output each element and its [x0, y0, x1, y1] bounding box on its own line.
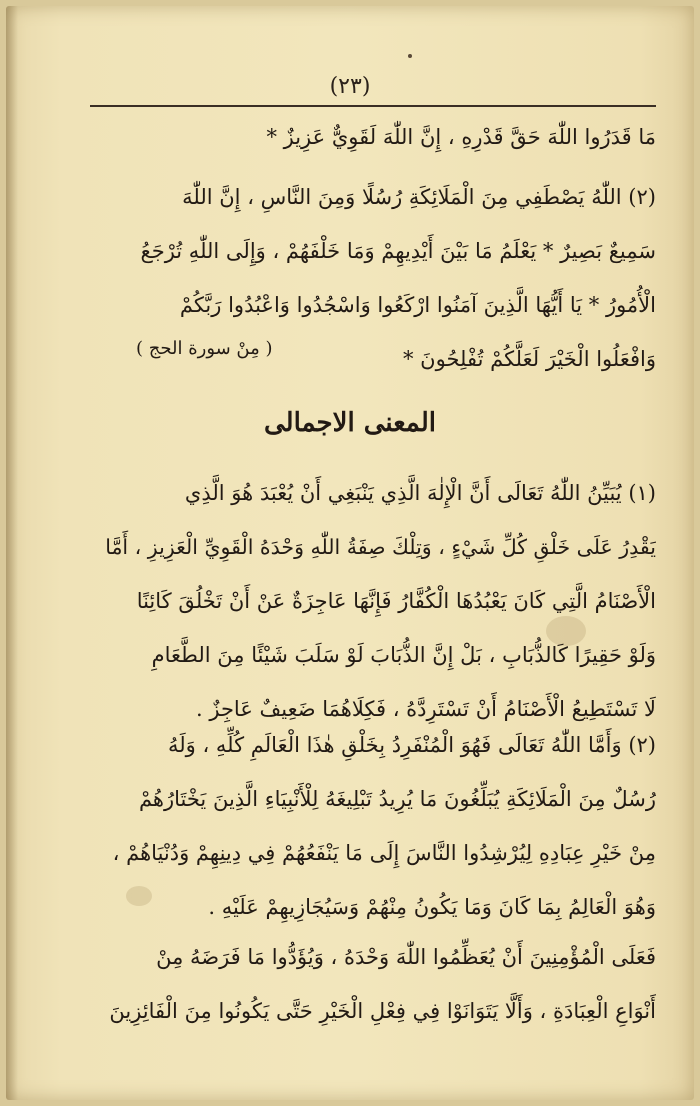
- verse-line: مَا قَدَرُوا اللّٰهَ حَقَّ قَدْرِهِ ، إِنَّ اللّٰهَ لَقَوِيٌّ عَزِيزٌ *: [266, 125, 656, 149]
- section-heading: المعنى الاجمالى: [264, 408, 436, 438]
- paragraph-line: فَعَلَى الْمُؤْمِنِينَ أَنْ يُعَظِّمُوا اللّٰهَ وَحْدَهُ ، وَيُؤَدُّوا مَا فَرَضَهُ مِنْ: [156, 945, 656, 969]
- paragraph-line: رُسُلٌ مِنَ الْمَلَائِكَةِ يُبَلِّغُونَ مَا يُرِيدُ تَبْلِيغَهُ لِلْأَنْبِيَاءِ الَّذِينَ يَخْتَارُهُمْ: [138, 787, 656, 811]
- paragraph-line: (١) يُبَيِّنُ اللّٰهُ تَعَالَى أَنَّ الْإِلٰهَ الَّذِي يَنْبَغِي أَنْ يُعْبَدَ هُوَ الَّذِي: [184, 481, 656, 505]
- paragraph-line: وَهُوَ الْعَالِمُ بِمَا كَانَ وَمَا يَكُونُ مِنْهُمْ وَسَيُجَازِيهِمْ عَلَيْهِ .: [208, 895, 656, 919]
- paragraph-line: لَا تَسْتَطِيعُ الْأَصْنَامُ أَنْ تَسْتَرِدَّهُ ، فَكِلَاهُمَا ضَعِيفٌ عَاجِزٌ .: [196, 697, 656, 721]
- verse-line: سَمِيعٌ بَصِيرٌ * يَعْلَمُ مَا بَيْنَ أَيْدِيهِمْ وَمَا خَلْفَهُمْ ، وَإِلَى اللّٰهِ تُرْجَعُ: [140, 239, 656, 263]
- header-divider: [90, 105, 656, 107]
- paragraph-1: [94, 466, 656, 736]
- paragraph-line: يَقْدِرُ عَلَى خَلْقِ كُلِّ شَيْءٍ ، وَتِلْكَ صِفَةُ اللّٰهِ وَحْدَهُ الْقَوِيِّ الْعَزِيزِ ، أَمَّا: [105, 535, 656, 559]
- verse-line: (٢) اللّٰهُ يَصْطَفِي مِنَ الْمَلَائِكَةِ رُسُلًا وَمِنَ النَّاسِ ، إِنَّ اللّٰهَ: [182, 185, 656, 209]
- verse-line: الْأُمُورُ * يَا أَيُّهَا الَّذِينَ آمَنُوا ارْكَعُوا وَاسْجُدُوا وَاعْبُدُوا رَبَّكُمْ: [179, 293, 656, 317]
- paragraph-line: وَلَوْ حَقِيرًا كَالذُّبَابِ ، بَلْ إِنَّ الذُّبَابَ لَوْ سَلَبَ شَيْئًا مِنَ الطَّعَامِ: [151, 643, 656, 667]
- page-number: (٢٣): [329, 74, 371, 99]
- paragraph-2: [94, 718, 656, 934]
- paragraph-3: [94, 930, 656, 1038]
- book-page: [6, 6, 694, 1100]
- surah-reference: ( مِنْ سورة الحج ): [136, 338, 273, 359]
- paragraph-line: الْأَصْنَامُ الَّتِي كَانَ يَعْبُدُهَا الْكُفَّارُ فَإِنَّهَا عَاجِزَةٌ عَنْ أَنْ تَخْلُقَ كَائِنًا: [136, 589, 656, 613]
- paragraph-line: أَنْوَاعِ الْعِبَادَةِ ، وَأَلَّا يَتَوَانَوْا فِي فِعْلِ الْخَيْرِ حَتَّى يَكُونُوا مِنَ الْفَائِزِينَ: [109, 999, 656, 1023]
- paragraph-line: (٢) وَأَمَّا اللّٰهُ تَعَالَى فَهُوَ الْمُنْفَرِدُ بِخَلْقِ هٰذَا الْعَالَمِ كُلِّهِ ، وَلَهُ: [167, 733, 656, 757]
- page-binding-shadow: [6, 6, 18, 1100]
- paragraph-line: مِنْ خَيْرِ عِبَادِهِ لِيُرْشِدُوا النَّاسَ إِلَى مَا يَنْفَعُهُمْ فِي دِينِهِمْ وَدُنْيَاهُمْ ،: [112, 841, 656, 865]
- ink-dot: [408, 54, 412, 58]
- verse-line: وَافْعَلُوا الْخَيْرَ لَعَلَّكُمْ تُفْلِحُونَ *: [403, 347, 656, 371]
